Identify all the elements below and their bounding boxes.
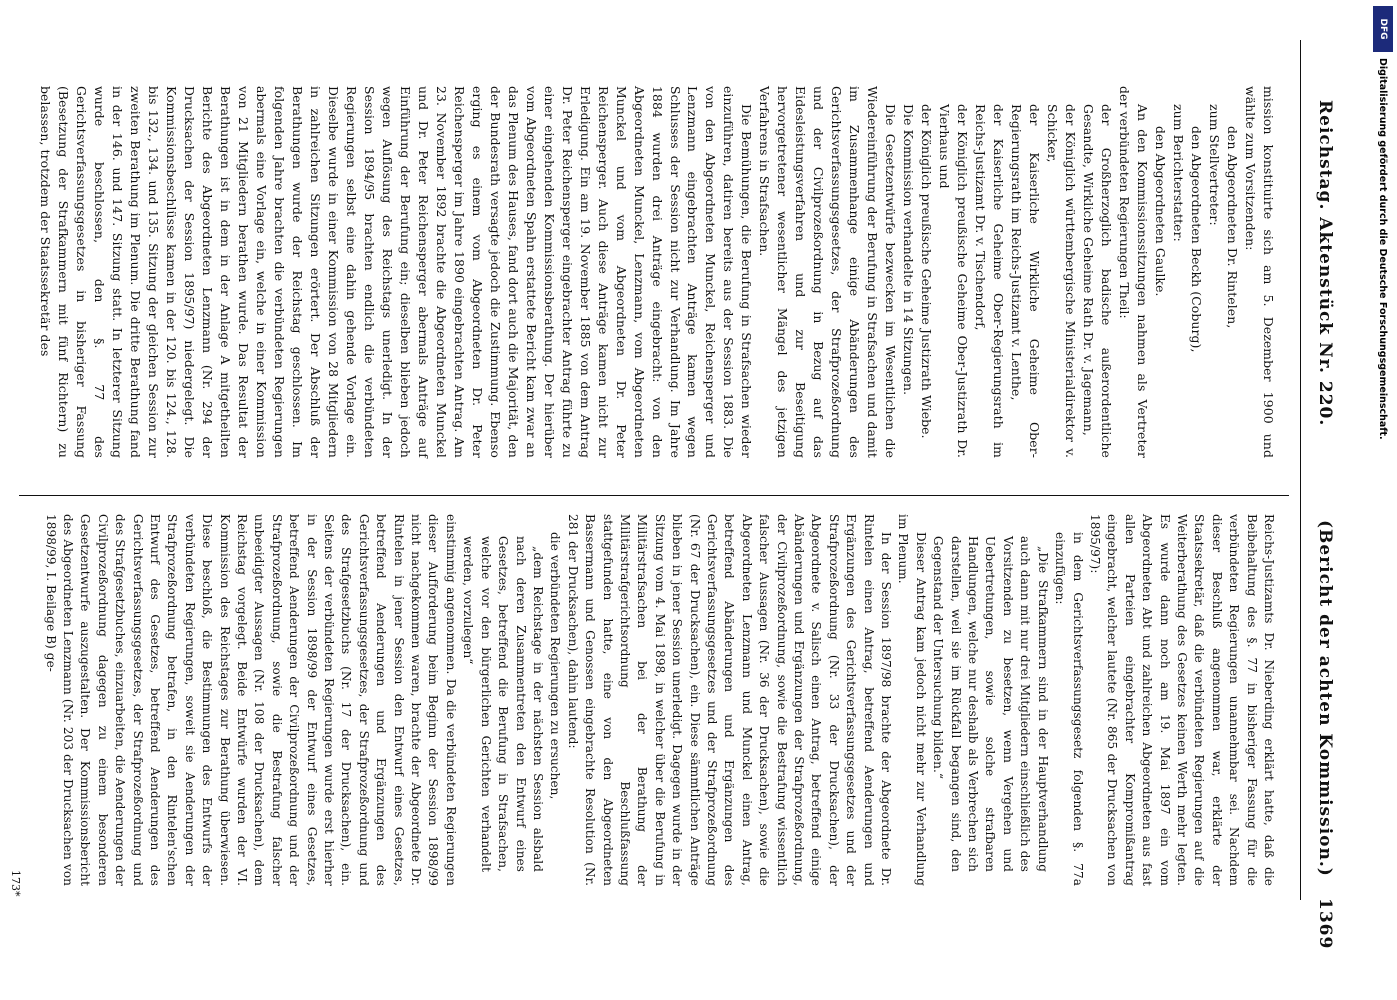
paragraph: der Kaiserliche Wirkliche Geheime Ober-Regierungsrath im Reichs-Justizamt v. Lenthe,: [1009, 104, 1043, 458]
column-divider: [19, 495, 1289, 496]
header-rule: [1300, 40, 1301, 900]
paragraph: der Königlich preußische Geheime Ober-Justizrath Dr. Vierhaus und: [937, 104, 971, 458]
paragraph: Die Bemühungen, die Berufung in Strafsachen wieder einzuführen, datiren bereits aus der Session 1883. Die von den Abgeordneten Munckel, Reichensperger und Lenzmann eingebrachten Anträge kamen wegen Schlusses der Session nicht zur Verhandlung. Im Jahre 1884 wurden drei Anträge eingebracht: von den Abgeordneten Munckel, Lenzmann, vom Abgeordneten Munckel und vom Abgeordneten Dr. Peter Reichensperger. Auch diese Anträge kamen nicht zur Erledigung. Ein am 19. November 1885 von dem Antrag Dr. Peter Reichensperger eingebrachter Antrag führte zu einer eingehenden Kommissionsberathung. Der hierüber vom Abgeordneten Spahn erstattete Bericht kam zwar an das Plenum des Hauses, fand dort auch die Majorität, den der Bundesrath versagte jedoch die Zustimmung. Ebenso erging es einem vom Abgeordneten Dr. Peter Reichensperger im Jahre 1890 eingebrachten Antrag. Am 23. November 1892 brachte die Abgeordneten Munckel und Dr. Peter Reichensperger abermals Anträge auf Einführung der Berufung ein; dieselben blieben jedoch wegen Auflösung des Reichstags unerledigt. In der Session 1894/95 brachten endlich die verbündeten Regierungen selbst eine dahin gehende Vorlage ein. Dieselbe wurde in einer Kommission von 28 Mitgliedern in zahlreichen Sitzungen erörtert. Der Abschluß der Berathungen wurde der Reichstag geschlossen. Im folgenden Jahre brachten die verbündeten Regierungen abermals eine Vorlage ein, welche in einer Kommission von 21 Mitgliedern berathen wurde. Das Resultat der Berathungen ist in dem in der Anlage A mitgetheilten Berichte des Abgeordneten Lenzmann (Nr. 294 der Drucksachen der Session 1895/97) niedergelegt. Die Kommissionsbeschlüsse kamen in der 120. bis 124., 128. bis 132., 134. und 135. Sitzung der gleichen Session zur zweiten Berathung im Plenum. Die dritte Berathung fand in der 146. und 147. Sitzung statt. In letzterer Sitzung wurde beschlossen, den §. 77 des Gerichtsverfassungsgesetzes in bisheriger Fassung (Besetzung der Strafkammern mit fünf Richtern) zu belassen, trotzdem der Staatssekretär des: [38, 86, 755, 458]
paragraph: den Abgeordneten Gaulke.: [1153, 126, 1169, 297]
quotation: „Die Strafkammern sind in der Hauptverhandlung auch dann mit nur drei Mitgliedern einschließlich des Vorsitzenden zu besetzen, wenn Vergehen und Uebertretungen, sowie solche strafbaren Handlungen, welche nur deshalb als Verbrechen sich darstellen, weil sie im Rückfall begangen sind, den Gegenstand der Untersuchung bilden.“: [931, 536, 1050, 872]
right-column: [41, 514, 1277, 886]
paragraph: Dieser Antrag kam jedoch nicht mehr zur Verhandlung im Plenum.: [896, 514, 928, 886]
sheet-signature: 173*: [9, 870, 22, 897]
digitization-note: Digitalisierung gefördert durch die Deutsche Forschungsgemeinschaft.: [1377, 58, 1388, 440]
paragraph: der Königlich württembergische Ministerialdirektor v. Schicker,: [1045, 104, 1079, 458]
paragraph: den Abgeordneten Dr. Rintelen,: [1225, 126, 1241, 329]
paragraph: zum Berichterstatter:: [1171, 104, 1187, 242]
paragraph: Die Gesetzentwürfe bezwecken im Wesentlichen die Wiedereinführung der Berufung in Strafsachen und damit im Zusammenhange einige Abänderungen des Gerichtsverfassungsgesetzes, der Strafprozeßordnung und der Civilprozeßordnung in Bezug auf das Eidesleistungsverfahren und zur Beseitigung hervorgetretener wesentlicher Mängel des jetzigen Verfahrens in Strafsachen.: [757, 86, 899, 458]
page-header-left: Reichstag. Aktenstück Nr. 220.: [1315, 100, 1335, 427]
page-header-title: (Bericht der achten Kommission.): [1315, 520, 1335, 877]
paragraph: Reichs-Justizamts Dr. Nieberding erklärt hatte, daß die Beibehaltung des §. 77 in bisheriger Fassung für die verbündeten Regierungen unannehmbar sei. Nachdem dieser Beschluß angenommen war, erklärte der Staatssekretär, daß die verbündeten Regierungen auf die Weiterberathung des Gesetzes keinen Werth mehr legten. Es wurde dann noch am 19. Mai 1897 ein vom Abgeordneten Abt und zahlreichen Abgeordneten aus fast allen Parteien eingebrachter Kompromißantrag eingebracht, welcher lautete (Nr. 865 der Drucksachen von 1895/97):: [1087, 514, 1276, 886]
left-column: [36, 86, 1277, 458]
quotation: „dem Reichstage in der nächsten Session alsbald nach deren Zusammentreten den Entwurf eines Gesetzes, betreffend die Berufung in Strafsachen, welche vor den bürgerlichen Gerichten verhandelt werden, vorzulegen“: [461, 536, 545, 872]
paragraph: An den Kommissionssitzungen nahmen als Vertreter der verbündeten Regierungen Theil:: [1117, 86, 1151, 458]
paragraph: Die Kommission verhandelte in 14 Sitzungen.: [901, 104, 917, 396]
dfg-logo: DFG: [1373, 6, 1393, 52]
paragraph: den Abgeordneten Beckh (Coburg),: [1189, 126, 1205, 353]
paragraph: der Großherzoglich badische außerordentliche Gesandte, Wirkliche Geheime Rath Dr. v. Jagemann,: [1081, 104, 1115, 458]
paragraph: der Kaiserliche Geheime Ober-Regierungsrath im Reichs-Justizamt Dr. v. Tischendorf,: [973, 104, 1007, 458]
digitization-sidebar: [1369, 0, 1395, 1000]
paragraph: In der Session 1897/98 brachte der Abgeordnete Dr. Rintelen einen Antrag, betreffend Aenderungen und Ergänzungen des Gerichtsverfassungsgesetzes und der Strafprozeßordnung (Nr. 33 der Drucksachen), der Abgeordnete v. Salisch einen Antrag, betreffend einige Abänderungen und Ergänzungen der Strafprozeßordnung, der Civilprozeßordnung, sowie die Bestrafung wissentlich falscher Aussagen (Nr. 36 der Drucksachen), sowie die Abgeordneten Lenzmann und Munckel einen Antrag, betreffend Abänderungen und Ergänzungen des Gerichtsverfassungsgesetzes und der Strafprozeßordnung (Nr. 67 der Drucksachen), ein. Diese sämmtlichen Anträge blieben in jener Session unerledigt. Dagegen wurde in der Sitzung vom 4. Mai 1898, in welcher über die Berufung in Militärstrafsachen bei der Berathung der Militärstrafgerichtsordnung Beschlußfassung stattgefunden hatte, eine von den Abgeordneten Bassermann und Genossen eingebrachte Resolution (Nr. 281 der Drucksachen), dahin lautend:: [565, 514, 894, 886]
paragraph: mission konstituirte sich am 5. Dezember 1900 und wählte zum Vorsitzenden:: [1243, 86, 1276, 458]
paragraph: zum Stellvertreter:: [1207, 104, 1223, 226]
paragraph: die verbündeten Regierungen zu ersuchen,: [548, 532, 563, 800]
paragraph: in dem Gerichtsverfassungsgesetz folgenden §. 77a einzufügen:: [1053, 532, 1085, 886]
paragraph: der Königlich preußische Geheime Justizrath Wiebe.: [919, 104, 935, 439]
paragraph: einstimmig angenommen. Da die verbündeten Regierungen dieser Aufforderung beim Beginn der Session 1898/99 nicht nachgekommen waren, brachte der Abgeordnete Dr. Rintelen in jener Session den Entwurf eines Gesetzes, betreffend Aenderungen und Ergänzungen des Gerichtsverfassungsgesetzes, der Strafprozeßordnung und des Strafgesetzbuchs (Nr. 17 der Drucksachen), ein. Seitens der verbündeten Regierungen wurde erst hierher in der Session 1898/99 der Entwurf eines Gesetzes, betreffend Aenderungen der Civilprozeßordnung und der Strafprozeßordnung, sowie die Bestrafung falscher unbeeidigter Aussagen (Nr. 108 der Drucksachen), dem Reichstag vorgelegt. Beide Entwürfe wurden der VI. Kommission des Reichstages zur Berathung überwiesen. Diese beschloß, die Bestimmungen des Entwurfs der verbündeten Regierungen, soweit sie Aenderungen der Strafprozeßordnung betrafen, in den Rintelen'schen Entwurf des Gesetzes, betreffend Aenderungen des Gerichtsverfassungsgesetzes, der Strafprozeßordnung und des Strafgesetzbuches, einzuarbeiten, die Aenderungen der Civilprozeßordnung dagegen zu einem besonderen Gesetzentwurfe auszugestalten. Der Kommissionsbericht des Abgeordneten Lenzmann (Nr. 203 der Drucksachen von 1898/99, I. Beilage B) ge-: [43, 514, 458, 886]
page-number: 1369: [1315, 898, 1335, 950]
